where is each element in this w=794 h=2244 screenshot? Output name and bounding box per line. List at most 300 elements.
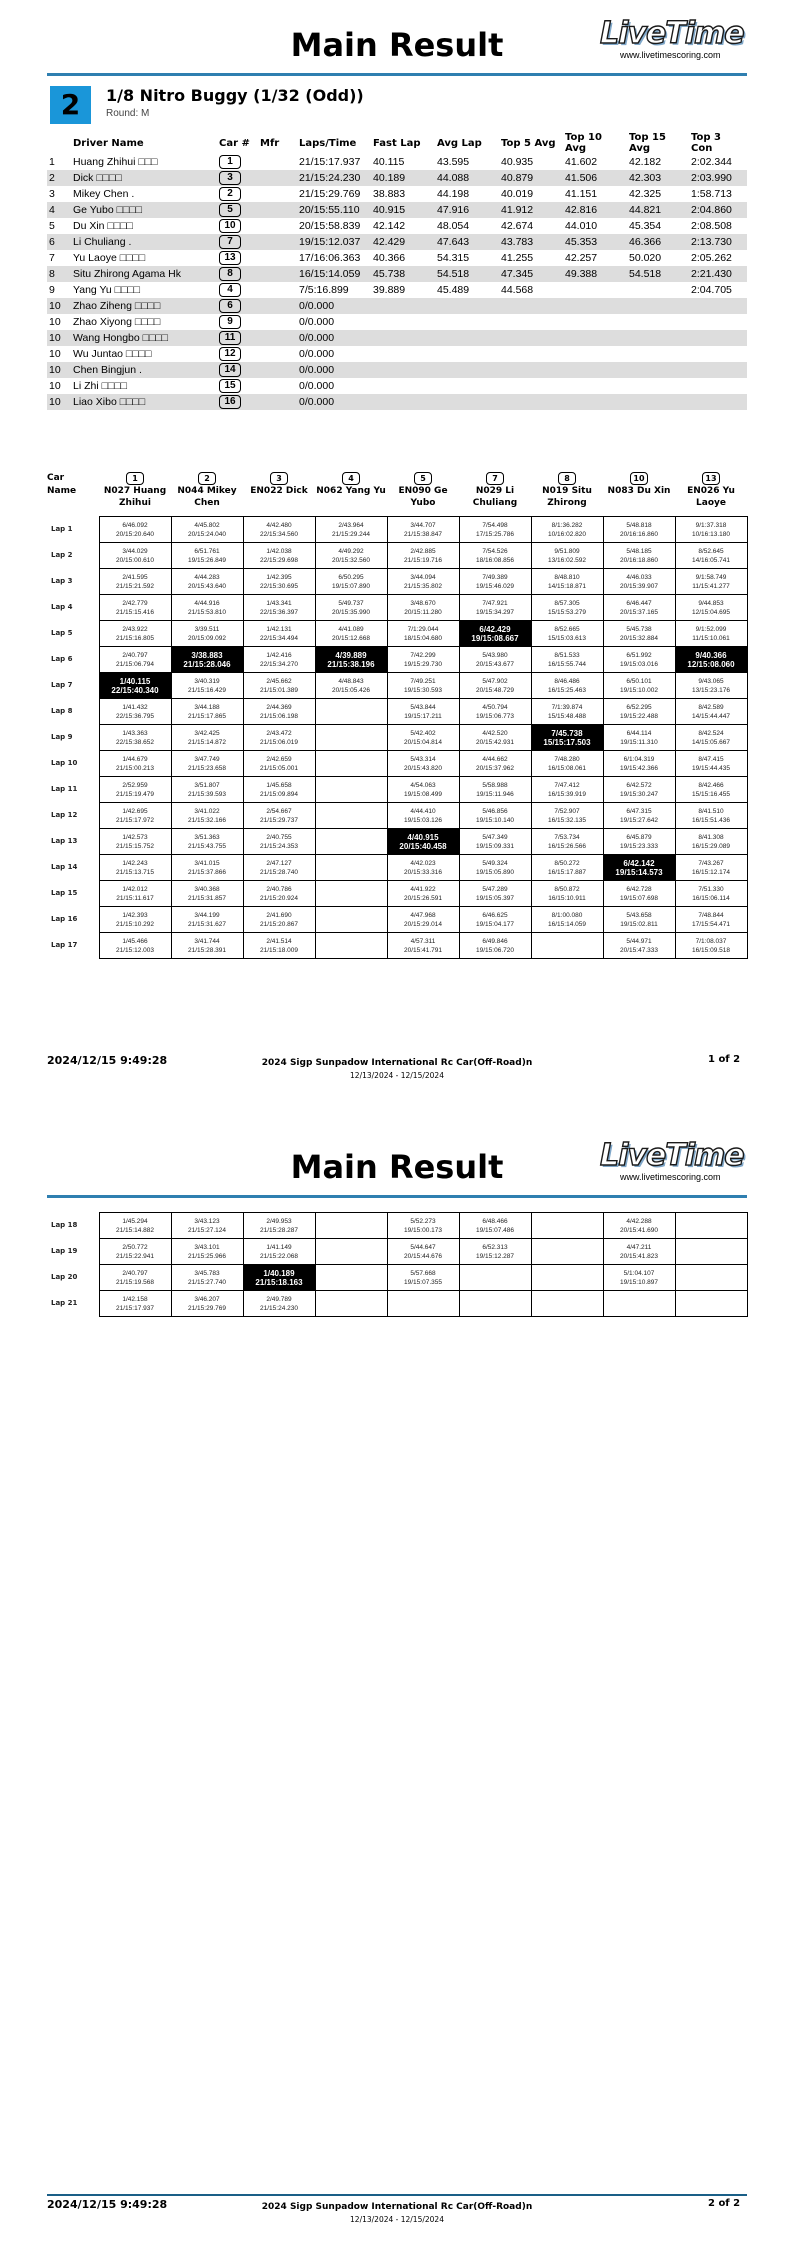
lap-label: Lap 1: [51, 525, 73, 533]
lap-cell: [99, 829, 171, 855]
lap-time: 3/42.425: [194, 729, 220, 737]
result-top10: 42.257: [565, 252, 598, 264]
header-car: Car #: [219, 137, 250, 149]
car-number-badge: 3: [219, 171, 241, 185]
lap-time: 1/45.466: [122, 937, 148, 945]
result-avg: [435, 394, 499, 410]
result-avg: [435, 330, 499, 346]
header-avg-lap: Avg Lap: [437, 137, 482, 149]
header-top5-avg: Top 5 Avg: [501, 137, 556, 149]
lap-time: 1/44.679: [122, 755, 148, 763]
result-fast: 38.883: [373, 188, 406, 200]
lap-cumulative: 14/15:05.667: [692, 738, 730, 746]
lap-time: 3/43.101: [194, 1243, 220, 1251]
lap-cumulative: 21/15:20.867: [260, 920, 298, 928]
result-avg: [435, 298, 499, 314]
lap-time: 6/42.728: [626, 885, 652, 893]
lap-time: 7/47.412: [554, 781, 580, 789]
lap-time: 9/44.853: [698, 599, 724, 607]
lap-cell: [315, 517, 387, 543]
lap-time: 5/58.988: [482, 781, 508, 789]
footer-rule: [47, 2194, 747, 2196]
lap-cumulative: 21/15:24.353: [260, 842, 298, 850]
lap-time: 6/49.846: [482, 937, 508, 945]
result-driver: Li Chuliang .: [71, 234, 217, 250]
lap-cell: [171, 1265, 243, 1291]
lap-time: 4/42.480: [266, 521, 292, 529]
result-mfr: [258, 266, 297, 282]
lap-label: Lap 5: [51, 629, 73, 637]
result-mfr: [258, 394, 297, 410]
lap-row: [47, 777, 747, 803]
lap-cell: [315, 699, 387, 725]
lap-cumulative: 15/15:16.455: [692, 790, 730, 798]
lap-cell: [531, 673, 603, 699]
result-mfr: [258, 282, 297, 298]
lap-time: 3/51.807: [194, 781, 220, 789]
lap-cell: [387, 1265, 459, 1291]
lap-time: 4/44.916: [194, 599, 220, 607]
footer-dates: 12/13/2024 - 12/15/2024: [350, 1071, 444, 1080]
result-car: [217, 346, 258, 362]
result-avg: 43.595: [437, 156, 470, 168]
driver-car-cell: [315, 472, 387, 485]
lap-cell: [171, 777, 243, 803]
result-top10: [563, 282, 627, 298]
lap-time: 1/42.038: [266, 547, 292, 555]
result-top10: 42.816: [563, 202, 627, 218]
result-mfr: [258, 186, 297, 202]
header-mfr: Mfr: [260, 137, 280, 149]
lap-cumulative: 11/15:10.061: [692, 634, 730, 642]
lap-cell: [243, 933, 315, 959]
lap-cell: [459, 777, 531, 803]
lap-time: 2/43.472: [266, 729, 292, 737]
lap-cumulative: 16/15:17.887: [548, 868, 586, 876]
lap-cell: [171, 829, 243, 855]
lap-cumulative: 21/15:01.389: [260, 686, 298, 694]
lap-cell: [603, 673, 675, 699]
lap-cumulative: 21/15:15.752: [116, 842, 154, 850]
lap-cell: [459, 517, 531, 543]
driver-name-cell: EN090 Ge Yubo: [398, 486, 448, 508]
lap-cumulative: 20/15:43.677: [476, 660, 514, 668]
lap-cumulative: 19/15:11.310: [620, 738, 658, 746]
lap-time: 3/44.188: [194, 703, 220, 711]
lap-cumulative: 20/15:09.092: [188, 634, 226, 642]
result-fast: [371, 378, 435, 394]
lap-row: [47, 621, 747, 647]
lap-time: 4/42.023: [410, 859, 436, 867]
result-car: [217, 314, 258, 330]
lap-cell: [459, 699, 531, 725]
lap-cell: [99, 1239, 171, 1265]
lap-cell: [315, 907, 387, 933]
result-top10: 44.010: [565, 220, 598, 232]
result-laps: 20/15:55.110: [297, 202, 371, 218]
car-number-badge: 1: [219, 155, 241, 169]
lap-time: 1/41.149: [266, 1243, 292, 1251]
lap-cell: [99, 543, 171, 569]
lap-cumulative: 21/15:28.740: [260, 868, 298, 876]
lap-cell: [675, 751, 747, 777]
lap-time: 4/44.662: [482, 755, 508, 763]
lap-cumulative: 20/15:39.907: [620, 582, 658, 590]
lap-time: 1/42.243: [122, 859, 148, 867]
lap-cumulative: 16/15:08.061: [548, 764, 586, 772]
lap-row: [47, 1291, 747, 1317]
lap-cell: [315, 751, 387, 777]
result-top15: [627, 394, 689, 410]
lap-time: 3/44.029: [122, 547, 148, 555]
lap-row: [47, 907, 747, 933]
lap-time: 5/43.980: [482, 651, 508, 659]
result-top5: [499, 378, 563, 394]
lap-cumulative: 21/15:12.003: [116, 946, 154, 954]
result-top3c: 2:04.705: [691, 284, 732, 296]
lap-cumulative: 21/15:17.865: [188, 712, 226, 720]
lap-time: 2/42.779: [122, 599, 148, 607]
lap-cumulative: 19/15:09.331: [476, 842, 514, 850]
lap-cell: [675, 647, 747, 673]
lap-cell: [99, 777, 171, 803]
lap-cell: [171, 569, 243, 595]
lap-cumulative: 21/15:18.009: [260, 946, 298, 954]
lap-cell: [675, 569, 747, 595]
driver-car-badge: 2: [198, 472, 216, 485]
lap-cumulative: 21/15:19.479: [116, 790, 154, 798]
lap-cumulative: 19/15:30.593: [404, 686, 442, 694]
lap-cell: [99, 881, 171, 907]
lap-cell: [603, 829, 675, 855]
lap-label: Lap 3: [51, 577, 73, 585]
result-avg: [435, 314, 499, 330]
lap-cell: [387, 725, 459, 751]
lap-time: 4/41.089: [338, 625, 364, 633]
result-mfr: [258, 330, 297, 346]
lap-cell: [459, 1291, 531, 1317]
result-avg: 54.518: [435, 266, 499, 282]
result-avg: 45.489: [437, 284, 470, 296]
result-top15: 50.020: [629, 252, 662, 264]
lap-cell: [243, 803, 315, 829]
lap-label: Lap 19: [51, 1247, 78, 1255]
livetime-url-2[interactable]: www.livetimescoring.com: [620, 1172, 721, 1182]
lap-cumulative: 21/15:27.740: [188, 1278, 226, 1286]
lap-label: Lap 9: [51, 733, 73, 741]
lap-cell: [171, 933, 243, 959]
lap-cumulative: 19/15:06.773: [476, 712, 514, 720]
result-driver: Yu Laoye □□□□: [73, 252, 146, 264]
lap-time: 9/1:58.749: [695, 573, 727, 581]
lap-cell: [99, 621, 171, 647]
result-car: [217, 394, 258, 410]
lap-cumulative: 19/15:27.642: [620, 816, 658, 824]
lap-time: 1/45.294: [122, 1217, 148, 1225]
result-top3c: 2:13.730: [689, 234, 747, 250]
lap-row: [47, 569, 747, 595]
lap-cumulative: 19/15:11.946: [476, 790, 514, 798]
lap-cumulative: 19/15:07.890: [332, 582, 370, 590]
result-driver: Wang Hongbo □□□□: [71, 330, 217, 346]
lap-cell: [675, 699, 747, 725]
lap-cumulative: 21/15:28.287: [260, 1226, 298, 1234]
footer-dates-2: 12/13/2024 - 12/15/2024: [350, 2215, 444, 2224]
result-mfr: [258, 378, 297, 394]
lap-cell: [387, 1239, 459, 1265]
lap-time: 3/46.207: [194, 1295, 220, 1303]
lap-row: [47, 803, 747, 829]
result-driver: Mikey Chen .: [73, 188, 135, 200]
lap-time: 5/43.844: [410, 703, 436, 711]
result-laps: 0/0.000: [299, 316, 335, 328]
lap-cell: [243, 1213, 315, 1239]
lap-time: 2/52.959: [122, 781, 148, 789]
lap-time: 3/47.749: [194, 755, 220, 763]
lap-cell: [531, 1213, 603, 1239]
lap-cell: [603, 1265, 675, 1291]
lap-cumulative: 18/15:04.680: [404, 634, 442, 642]
lap-cell: [675, 907, 747, 933]
lap-cell: [315, 855, 387, 881]
header-laps-time: Laps/Time: [299, 137, 357, 149]
lap-cell: [531, 933, 603, 959]
header-rule: [47, 73, 747, 76]
lap-cumulative: 21/15:22.068: [260, 1252, 298, 1260]
result-top5: 47.345: [499, 266, 563, 282]
lap-time: 7/48.280: [554, 755, 580, 763]
result-car: [217, 218, 258, 234]
result-top10: [563, 298, 627, 314]
lap-cumulative: 21/15:19.568: [116, 1278, 154, 1286]
lap-cell: [243, 673, 315, 699]
result-top15: 42.182: [629, 156, 662, 168]
lap-time: 8/57.305: [554, 599, 580, 607]
lap-cumulative: 19/15:46.029: [476, 582, 514, 590]
lap-cumulative: 14/15:18.871: [548, 582, 586, 590]
result-top15: [627, 378, 689, 394]
lap-cell: [315, 1213, 387, 1239]
driver-car-badge: 10: [630, 472, 648, 485]
result-pos: 3: [49, 188, 55, 200]
lap-time: 8/41.510: [698, 807, 724, 815]
lap-time: 7/54.498: [482, 521, 508, 529]
lap-cell: [459, 1239, 531, 1265]
result-top3c: [689, 362, 747, 378]
lap-cell: [171, 647, 243, 673]
lap-cell: [315, 647, 387, 673]
lap-cumulative: 15/15:53.279: [548, 608, 586, 616]
lap-cumulative: 17/15:25.786: [476, 530, 514, 538]
lap-cell: [531, 777, 603, 803]
lap-cell: [675, 1213, 747, 1239]
result-car: [217, 282, 258, 298]
lap-cumulative: 19/15:22.488: [620, 712, 658, 720]
result-fast: [371, 314, 435, 330]
lap-cell: [99, 647, 171, 673]
lap-cell: [387, 829, 459, 855]
result-avg: [435, 378, 499, 394]
result-fast: 45.738: [371, 266, 435, 282]
result-mfr: [258, 202, 297, 218]
lap-time: 1/45.658: [266, 781, 292, 789]
result-laps: 21/15:17.937: [299, 156, 361, 168]
result-car: [217, 266, 258, 282]
lap-cell: [459, 933, 531, 959]
lap-row: [47, 1239, 747, 1265]
lap-time: 5/45.738: [626, 625, 652, 633]
lap-time: 2/40.797: [122, 651, 148, 659]
lap-cell: [315, 803, 387, 829]
footer-datetime-2: 2024/12/15 9:49:28: [47, 2198, 168, 2211]
lap-cumulative: 19/15:03.016: [620, 660, 658, 668]
lap-cumulative: 19/15:23.333: [620, 842, 658, 850]
lap-label: Lap 17: [51, 941, 78, 949]
lap-cumulative: 16/15:26.566: [548, 842, 586, 850]
lap-time: 1/42.393: [122, 911, 148, 919]
lap-cell: [99, 1291, 171, 1317]
result-mfr: [258, 218, 297, 234]
lap-cell: [531, 751, 603, 777]
lap-cell: [603, 595, 675, 621]
lap-cumulative: 21/15:29.737: [260, 816, 298, 824]
result-top15: [627, 298, 689, 314]
result-top10: [563, 394, 627, 410]
lap-cumulative: 12/15:08.060: [687, 659, 735, 669]
lap-time: 8/51.533: [554, 651, 580, 659]
lap-cell: [603, 777, 675, 803]
lap-time: 2/41.690: [266, 911, 292, 919]
lap-cumulative: 22/15:38.652: [116, 738, 154, 746]
result-avg: 44.088: [435, 170, 499, 186]
lap-cell: [531, 907, 603, 933]
lap-time: 3/40.368: [194, 885, 220, 893]
lap-row: [47, 933, 747, 959]
lap-cell: [531, 517, 603, 543]
lap-row: [47, 647, 747, 673]
header-rule-2: [47, 1195, 747, 1198]
lap-time: 3/48.670: [410, 599, 436, 607]
lap-cumulative: 20/15:29.014: [404, 920, 442, 928]
lap-time: 1/42.158: [122, 1295, 148, 1303]
lap-cell: [99, 699, 171, 725]
lap-cell: [387, 517, 459, 543]
car-number-badge: 11: [219, 331, 241, 345]
lap-cumulative: 17/15:54.471: [692, 920, 730, 928]
result-pos: 7: [49, 252, 55, 264]
lap-cell: [315, 1239, 387, 1265]
lap-time: 8/47.415: [698, 755, 724, 763]
result-pos: 4: [47, 202, 71, 218]
result-laps: 17/16:06.363: [299, 252, 361, 264]
result-car: [217, 234, 258, 250]
car-number-badge: 14: [219, 363, 241, 377]
result-top5: [499, 394, 563, 410]
lap-time: 9/51.809: [554, 547, 580, 555]
lap-cell: [387, 673, 459, 699]
driver-car-cell: [603, 472, 675, 485]
lap-time: 5/57.668: [410, 1269, 436, 1277]
lap-time: 2/40.797: [122, 1269, 148, 1277]
lap-cell: [531, 881, 603, 907]
result-top5: 43.783: [499, 234, 563, 250]
lap-cumulative: 19/15:14.573: [615, 867, 663, 877]
lap-time: 2/49.789: [266, 1295, 292, 1303]
result-car: [217, 186, 258, 202]
lap-cumulative: 21/15:31.627: [188, 920, 226, 928]
lap-time: 4/57.311: [410, 937, 436, 945]
lap-cumulative: 21/15:06.019: [260, 738, 298, 746]
lap-time: 4/41.922: [410, 885, 436, 893]
lap-cumulative: 21/15:35.802: [404, 582, 442, 590]
lap-time: 2/44.369: [266, 703, 292, 711]
result-pos: 10: [47, 362, 71, 378]
result-top5: [499, 362, 563, 378]
result-row: [47, 282, 747, 298]
header-top3-con: Top 3 Con: [691, 132, 721, 154]
lap-cumulative: 20/15:47.333: [620, 946, 658, 954]
result-top15: [627, 330, 689, 346]
lap-cumulative: 21/15:18.163: [255, 1277, 303, 1287]
lap-cumulative: 19/15:02.811: [620, 920, 658, 928]
result-pos: 10: [49, 348, 61, 360]
lap-cumulative: 20/15:04.814: [404, 738, 442, 746]
lap-cell: [603, 907, 675, 933]
lap-time: 5/49.737: [338, 599, 364, 607]
lap-cumulative: 13/16:02.592: [548, 556, 586, 564]
result-top10: 41.506: [563, 170, 627, 186]
lap-cumulative: 16/15:32.135: [548, 816, 586, 824]
lap-cumulative: 22/15:29.698: [260, 556, 298, 564]
lap-cell: [387, 1291, 459, 1317]
result-top3c: 2:08.508: [691, 220, 732, 232]
lap-time: 4/46.033: [626, 573, 652, 581]
lap-time: 8/42.466: [698, 781, 724, 789]
lap-cell: [387, 803, 459, 829]
result-fast: 40.115: [373, 156, 405, 168]
lap-cumulative: 19/15:08.667: [471, 633, 519, 643]
lap-cell: [603, 751, 675, 777]
result-fast: 40.189: [371, 170, 435, 186]
lap-time: 7/1:39.874: [551, 703, 583, 711]
lap-cell: [387, 595, 459, 621]
livetime-url[interactable]: www.livetimescoring.com: [620, 50, 721, 60]
lap-cell: [603, 725, 675, 751]
lap-time: 5/44.647: [410, 1243, 436, 1251]
driver-car-badge: 13: [702, 472, 720, 485]
lap-cell: [459, 543, 531, 569]
result-row: [47, 202, 747, 218]
lap-time: 8/50.272: [554, 859, 580, 867]
lap-cumulative: 19/15:00.173: [404, 1226, 442, 1234]
lap-time: 7/52.907: [554, 807, 580, 815]
lap-cell: [99, 751, 171, 777]
lap-cell: [675, 829, 747, 855]
car-number-badge: 8: [219, 267, 241, 281]
lap-cell: [603, 699, 675, 725]
lap-time: 1/42.695: [122, 807, 148, 815]
lap-cell: [243, 855, 315, 881]
result-pos: 6: [47, 234, 71, 250]
result-fast: [371, 362, 435, 378]
result-driver: Zhao Ziheng □□□□: [71, 298, 217, 314]
car-number-badge: 4: [219, 283, 241, 297]
lap-cumulative: 20/15:42.931: [476, 738, 514, 746]
lap-cumulative: 21/15:37.866: [188, 868, 226, 876]
lap-cell: [315, 881, 387, 907]
lap-cell: [243, 881, 315, 907]
lap-cell: [531, 543, 603, 569]
